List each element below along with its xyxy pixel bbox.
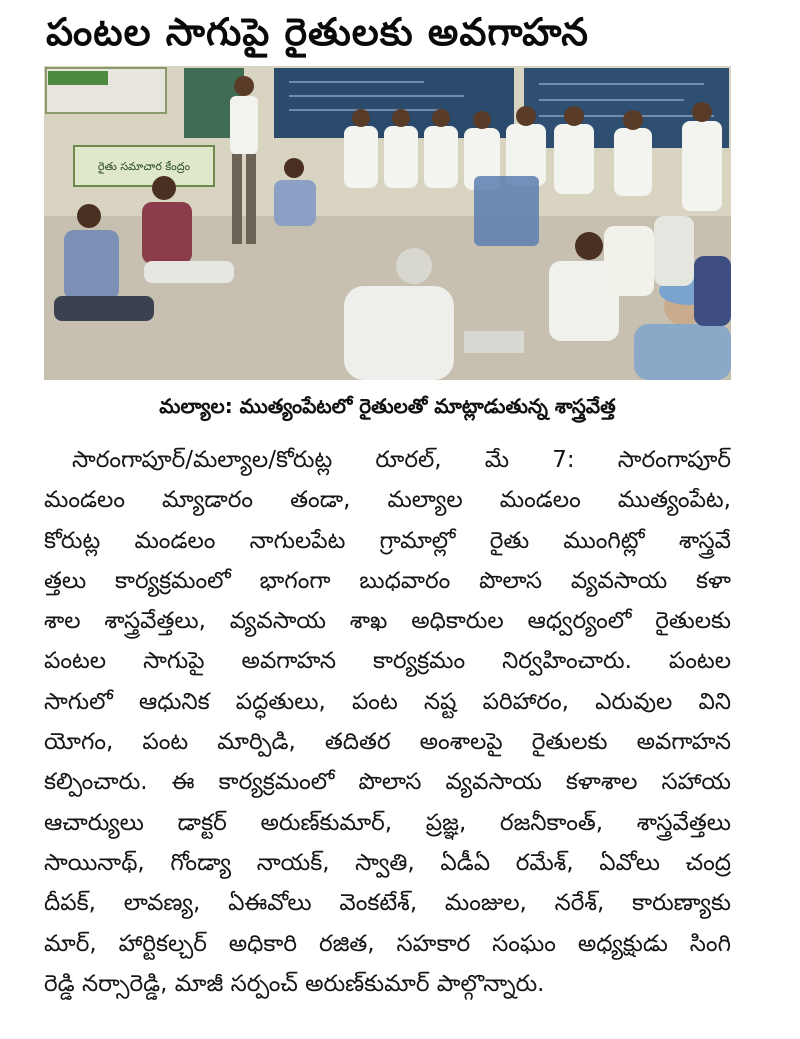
news-photo [44,66,731,380]
article-line: కల్పించారు. ఈ కార్యక్రమంలో పొలాస వ్యవసాయ కళాశాల సహాయ [44,769,731,796]
article-line: కోరుట్ల మండలం నాగులపేట గ్రామాల్లో రైతు ముంగిట్లో శాస్త్రవే [44,527,731,554]
sign-board-text: రైతు సమాచార కేంద్రం [97,160,191,173]
article-body [44,440,731,1030]
article-line: రెడ్డి నర్సారెడ్డి, మాజీ సర్పంచ్ అరుణ్‌కుమార్ పాల్గొన్నారు. [44,970,545,997]
photo-caption: మల్యాల: ముత్యంపేటలో రైతులతో మాట్లాడుతున్న శాస్త్రవేత్త [159,394,616,418]
article-line: సారంగాపూర్/మల్యాల/కోరుట్ల రూరల్, మే 7: సారంగాపూర్ [72,447,731,473]
article-line: శాల శాస్త్రవేత్తలు, వ్యవసాయ శాఖ అధికారుల ఆధ్వర్యంలో రైతులకు [44,608,731,635]
article-line: సాగులో ఆధునిక పద్ధతులు, పంట నష్ట పరిహారం, ఎరువుల విని [44,688,731,715]
article-line: ఆచార్యులు డాక్టర్ అరుణ్‌కుమార్, ప్రజ్ఞ, రజనీకాంత్, శాస్త్రవేత్తలు [44,809,731,836]
article-line: త్తలు కార్యక్రమంలో భాగంగా బుధవారం పొలాస వ్యవసాయ కళా [44,567,731,594]
article-line: మండలం మ్యాడారం తండా, మల్యాల మండలం ముత్యంపేట, [44,487,731,514]
headline: పంటల సాగుపై రైతులకు అవగాహన [46,10,589,54]
article-line: పంటల సాగుపై అవగాహన కార్యక్రమం నిర్వహించారు. పంటల [44,648,731,675]
article-line: మార్, హార్టికల్చర్ అధికారి రజిత, సహకార సంఘం అధ్యక్షుడు సింగి [44,930,731,957]
article-line: సాయినాథ్, గోండ్యా నాయక్, స్వాతి, ఏడీఏ రమేశ్, ఏవోలు చంద్ర [44,849,731,876]
article-line: యోగం, పంట మార్పిడి, తదితర అంశాలపై రైతులకు అవగాహన [44,729,731,756]
article-line: దీపక్, లావణ్య, ఏఈవోలు వెంకటేశ్, మంజుల, నరేశ్, కారుణ్యాకు [44,890,731,917]
poster-band [48,71,108,85]
photo-illustration [44,66,731,380]
